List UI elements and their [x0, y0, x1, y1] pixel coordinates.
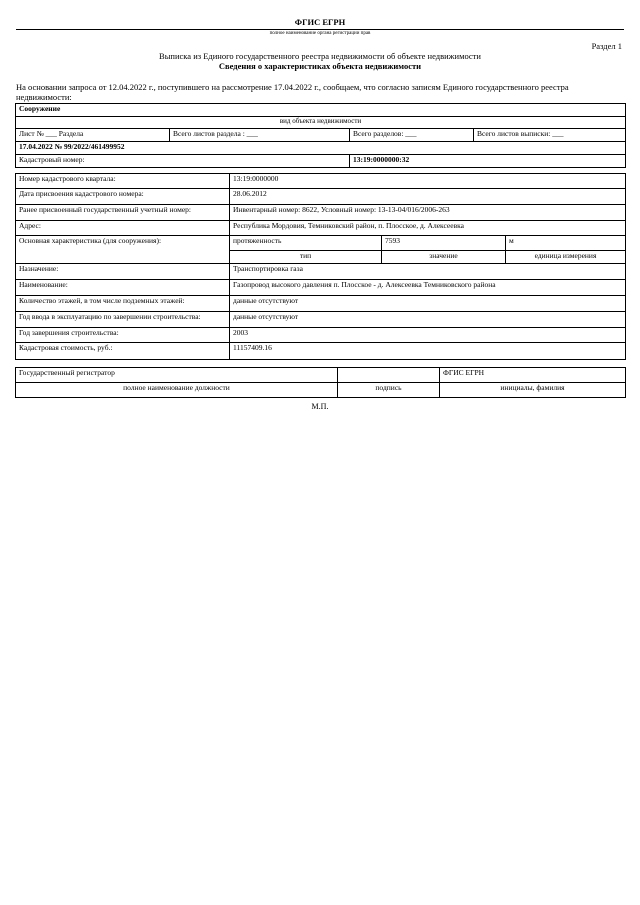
prev-number-label: Ранее присвоенный государственный учетный номер: — [16, 205, 230, 221]
position-caption: полное наименование должности — [16, 383, 338, 398]
cadastral-cost-label: Кадастровая стоимость, руб.: — [16, 343, 230, 360]
characteristic-value: 7593 — [382, 236, 506, 251]
cadastral-number-label: Кадастровый номер: — [16, 155, 350, 168]
purpose-label: Назначение: — [16, 264, 230, 280]
assign-date-label: Дата присвоения кадастрового номера: — [16, 189, 230, 205]
org-underline — [16, 29, 624, 30]
document-subtitle: Сведения о характеристиках объекта недвижимости — [218, 61, 422, 71]
stamp-place: М.П. — [311, 402, 329, 411]
floors-value: данные отсутствуют — [230, 296, 626, 312]
commission-year-label: Год ввода в эксплуатацию по завершении строительства: — [16, 312, 230, 328]
signature-table — [15, 367, 626, 398]
floors-label: Количество этажей, в том числе подземных этажей: — [16, 296, 230, 312]
quarter-label: Номер кадастрового квартала: — [16, 174, 230, 189]
signature-field — [338, 368, 440, 383]
built-year-value: 2003 — [230, 328, 626, 343]
sheets-total: Всего листов выписки: ___ — [474, 129, 626, 142]
org-caption: полное наименование органа регистрации прав — [269, 31, 371, 36]
attributes-table — [15, 173, 626, 360]
commission-year-value: данные отсутствуют — [230, 312, 626, 328]
sheet-number: Лист № ___ Раздела — [16, 129, 170, 142]
signature-caption: подпись — [338, 383, 440, 398]
object-type-caption: вид объекта недвижимости — [16, 117, 626, 129]
document-title: Выписка из Единого государственного реестра недвижимости об объекте недвижимости — [159, 51, 481, 61]
characteristic-type-header: тип — [230, 251, 382, 264]
purpose-value: Транспортировка газа — [230, 264, 626, 280]
address-label: Адрес: — [16, 221, 230, 236]
registrar-position: Государственный регистратор — [16, 368, 338, 383]
built-year-label: Год завершения строительства: — [16, 328, 230, 343]
characteristic-unit-header: единица измерения — [506, 251, 626, 264]
sheets-in-section: Всего листов раздела : ___ — [170, 129, 350, 142]
characteristic-value-header: значение — [382, 251, 506, 264]
cadastral-cost-value: 11157409.16 — [230, 343, 626, 360]
registrar-org: ФГИС ЕГРН — [440, 368, 626, 383]
sections-total: Всего разделов: ___ — [350, 129, 474, 142]
section-label: Раздел 1 — [591, 41, 622, 51]
assign-date-value: 28.06.2012 — [230, 189, 626, 205]
initials-caption: инициалы, фамилия — [440, 383, 626, 398]
header-table — [15, 103, 626, 168]
intro-text: На основании запроса от 12.04.2022 г., поступившего на рассмотрение 17.04.2022 г., сообщаем, что согласно записям Единого государственного реестра недвижимости: — [16, 82, 569, 102]
org-name: ФГИС ЕГРН — [294, 17, 346, 27]
prev-number-value: Инвентарный номер: 8622, Условный номер: 13-13-04/016/2006-263 — [230, 205, 626, 221]
quarter-value: 13:19:0000000 — [230, 174, 626, 189]
characteristic-label: Основная характеристика (для сооружения): — [16, 236, 230, 264]
characteristic-type: протяженность — [230, 236, 382, 251]
extract-date-number: 17.04.2022 № 99/2022/461499952 — [16, 142, 626, 155]
address-value: Республика Мордовия, Темниковский район, п. Плосское, д. Алексеевка — [230, 221, 626, 236]
name-label: Наименование: — [16, 280, 230, 296]
characteristic-unit: м — [506, 236, 626, 251]
name-value: Газопровод высокого давления п. Плосское - д. Алексеевка Темниковского района — [230, 280, 626, 296]
cadastral-number-value: 13:19:0000000:32 — [350, 155, 626, 168]
object-type: Сооружение — [16, 104, 626, 117]
